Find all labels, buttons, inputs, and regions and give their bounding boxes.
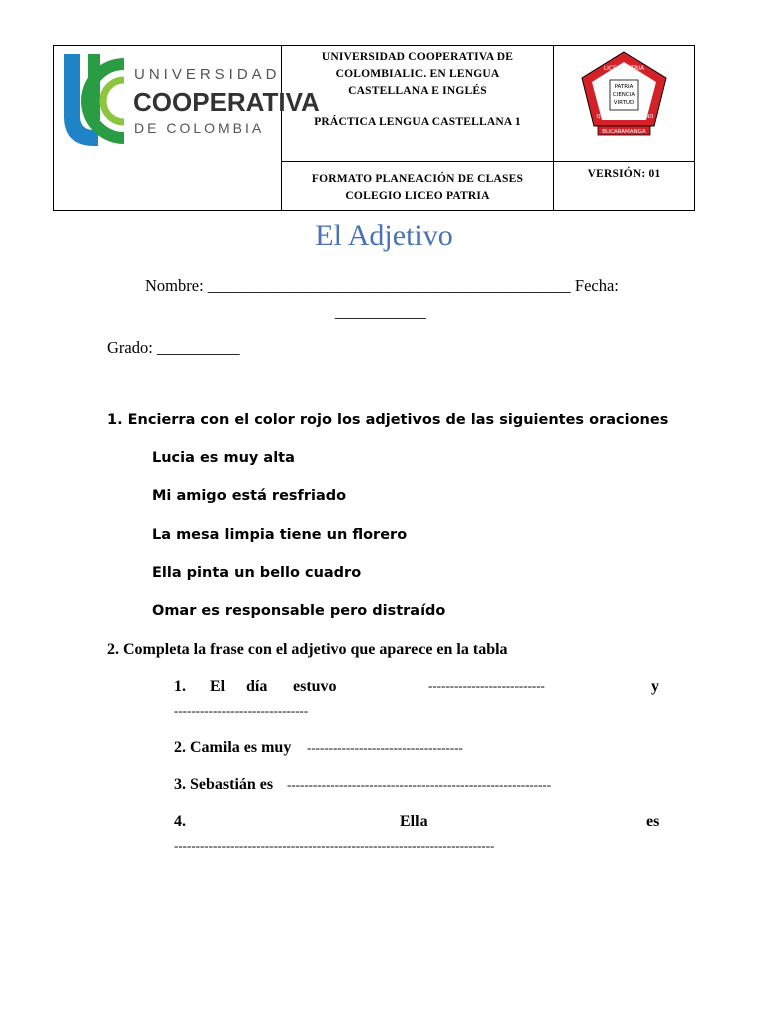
item2-text: 2. Camila es muy <box>174 739 292 756</box>
item4-blank: -------------------------------------------------------------------------- <box>174 838 495 853</box>
svg-text:QUINTA: QUINTA <box>596 114 616 120</box>
item1-w1: El <box>210 678 226 695</box>
svg-text:LICEO PATRIA: LICEO PATRIA <box>603 65 645 72</box>
header-title-line3: CASTELLANA E INGLÉS <box>348 85 487 97</box>
grade-line: Grado: __________ <box>107 338 240 357</box>
date-blank: ___________ <box>335 302 426 321</box>
item1-blank: --------------------------- <box>428 678 545 693</box>
exercise1-heading: 1. Encierra con el color rojo los adjetivos de las siguientes oraciones <box>107 412 669 428</box>
exercise2-heading: 2. Completa la frase con el adjetivo que aparece en la tabla <box>107 641 508 658</box>
svg-text:COOPERATIVA: COOPERATIVA <box>133 87 320 117</box>
sentence-5: Omar es responsable pero distraído <box>152 603 446 619</box>
svg-text:DE COLOMBIA: DE COLOMBIA <box>134 120 265 136</box>
sentence-2: Mi amigo está resfriado <box>152 488 347 504</box>
header-title-line1: UNIVERSIDAD COOPERATIVA DE <box>321 51 514 63</box>
name-line: Nombre: ____________________________________________ Fecha: <box>145 276 619 295</box>
university-logo <box>54 46 320 158</box>
format-line1: FORMATO PLANEACIÓN DE CLASES <box>311 173 524 185</box>
title-cell <box>282 46 554 162</box>
header-table <box>53 45 695 211</box>
item4-w1: Ella <box>400 813 428 830</box>
item3-text: 3. Sebastián es <box>174 776 274 793</box>
version-label: VERSIÓN: 01 <box>587 168 661 180</box>
header-title-line2: COLOMBIALIC. EN LENGUA <box>335 68 500 80</box>
university-logo-cell <box>54 46 320 211</box>
item4-num: 4. <box>174 813 186 830</box>
item2-blank: ------------------------------------ <box>307 740 463 755</box>
item1-w3: estuvo <box>293 678 337 695</box>
crest-cell <box>554 46 695 162</box>
item4-w2: es <box>646 813 660 830</box>
sentence-3: La mesa limpia tiene un florero <box>152 527 408 543</box>
item1-w2: día <box>246 678 268 695</box>
item1-blank2: ------------------------------- <box>174 703 309 718</box>
svg-text:UNIVERSIDAD: UNIVERSIDAD <box>134 66 281 83</box>
format-line2: COLEGIO LICEO PATRIA <box>345 190 490 202</box>
svg-text:PATRIA: PATRIA <box>614 84 634 90</box>
svg-text:BUCARAMANGA: BUCARAMANGA <box>602 129 646 135</box>
svg-text:BRICEÑO: BRICEÑO <box>630 114 654 120</box>
item1-num: 1. <box>174 678 186 695</box>
page-title: El Adjetivo <box>315 219 453 252</box>
svg-text:VIRTUD: VIRTUD <box>613 100 635 106</box>
version-cell <box>554 162 695 211</box>
format-cell <box>282 162 554 211</box>
university-logo-icon <box>54 46 320 156</box>
school-crest-icon <box>554 46 694 156</box>
practice-label: PRÁCTICA LENGUA CASTELLANA 1 <box>314 116 521 128</box>
sentence-1: Lucia es muy alta <box>152 450 295 466</box>
item1-y: y <box>651 678 659 695</box>
sentence-4: Ella pinta un bello cuadro <box>152 565 362 581</box>
item3-blank: ------------------------------------------------------------- <box>287 777 552 792</box>
svg-text:CIENCIA: CIENCIA <box>612 92 636 98</box>
